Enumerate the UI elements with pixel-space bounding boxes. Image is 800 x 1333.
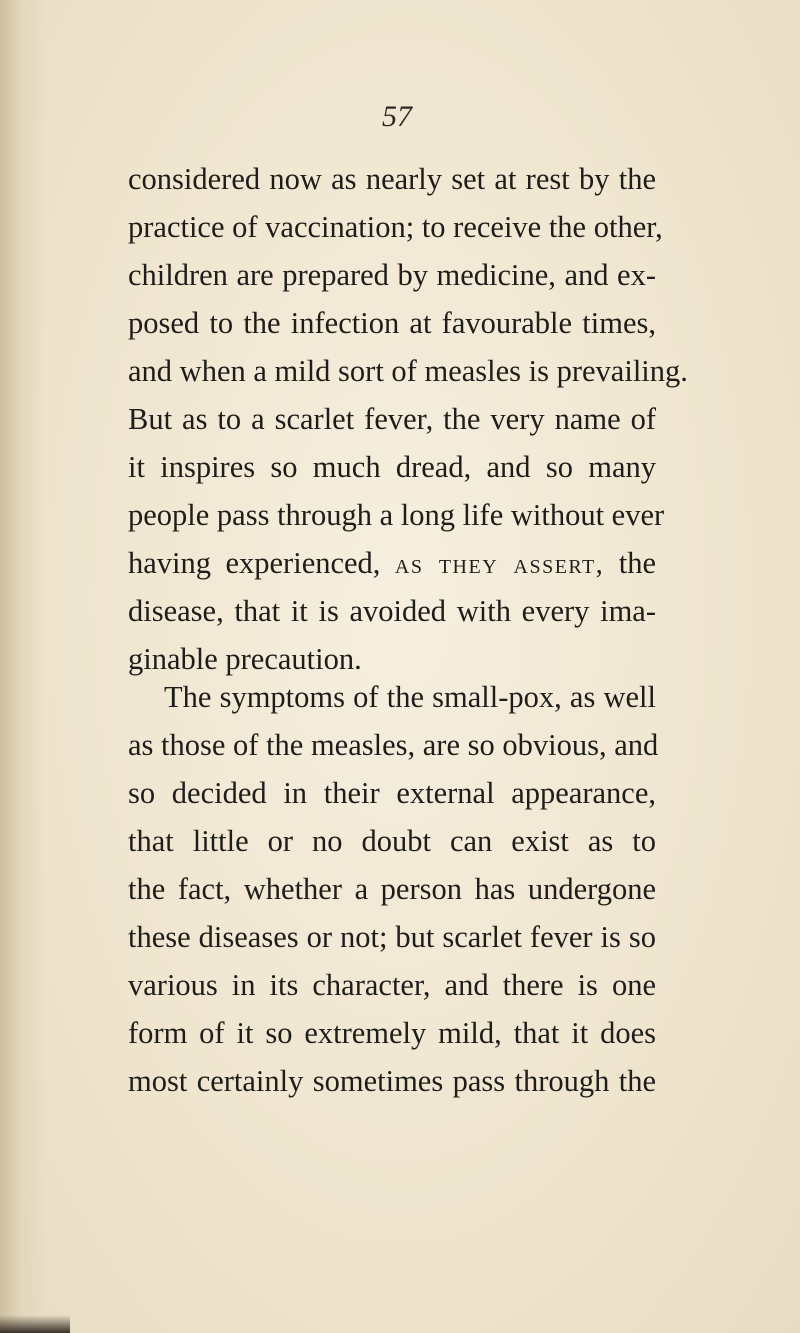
text-fragment: the (618, 546, 657, 580)
text-line: form of it so extremely mild, that it does (128, 1016, 656, 1050)
text-line-with-smallcaps (128, 539, 656, 587)
page-edge-shadow (0, 1315, 70, 1333)
smallcaps-phrase: as they assert, (394, 549, 605, 580)
paragraph-1 (128, 155, 688, 683)
text-line: that little or no doubt can exist as to (128, 824, 656, 858)
text-line: considered now as nearly set at rest by the (128, 162, 656, 196)
text-line: people pass through a long life without ever (128, 498, 665, 532)
text-fragment: having experienced, (128, 546, 381, 580)
text-line: various in its character, and there is one (128, 968, 656, 1002)
text-line: the fact, whether a person has undergone (128, 872, 656, 906)
text-line: The symptoms of the small-pox, as well (164, 680, 656, 714)
text-line: posed to the infection at favourable times, (128, 306, 656, 340)
text-line: But as to a scarlet fever, the very name of (128, 402, 656, 436)
text-line: these diseases or not; but scarlet fever is so (128, 920, 656, 954)
text-line: practice of vaccination; to receive the other, (128, 210, 663, 244)
text-line: disease, that it is avoided with every ima- (128, 594, 656, 628)
text-line: ginable precaution. (128, 642, 362, 676)
text-line: most certainly sometimes pass through the (128, 1064, 656, 1098)
text-line: so decided in their external appearance, (128, 776, 656, 810)
gutter-shadow (0, 0, 46, 1333)
page-number: 57 (382, 100, 412, 133)
paragraph-2 (128, 673, 659, 1105)
text-line: and when a mild sort of measles is prevailing. (128, 354, 688, 388)
text-line: as those of the measles, are so obvious, and (128, 728, 659, 762)
text-line: children are prepared by medicine, and ex- (128, 258, 656, 292)
text-line: it inspires so much dread, and so many (128, 450, 656, 484)
